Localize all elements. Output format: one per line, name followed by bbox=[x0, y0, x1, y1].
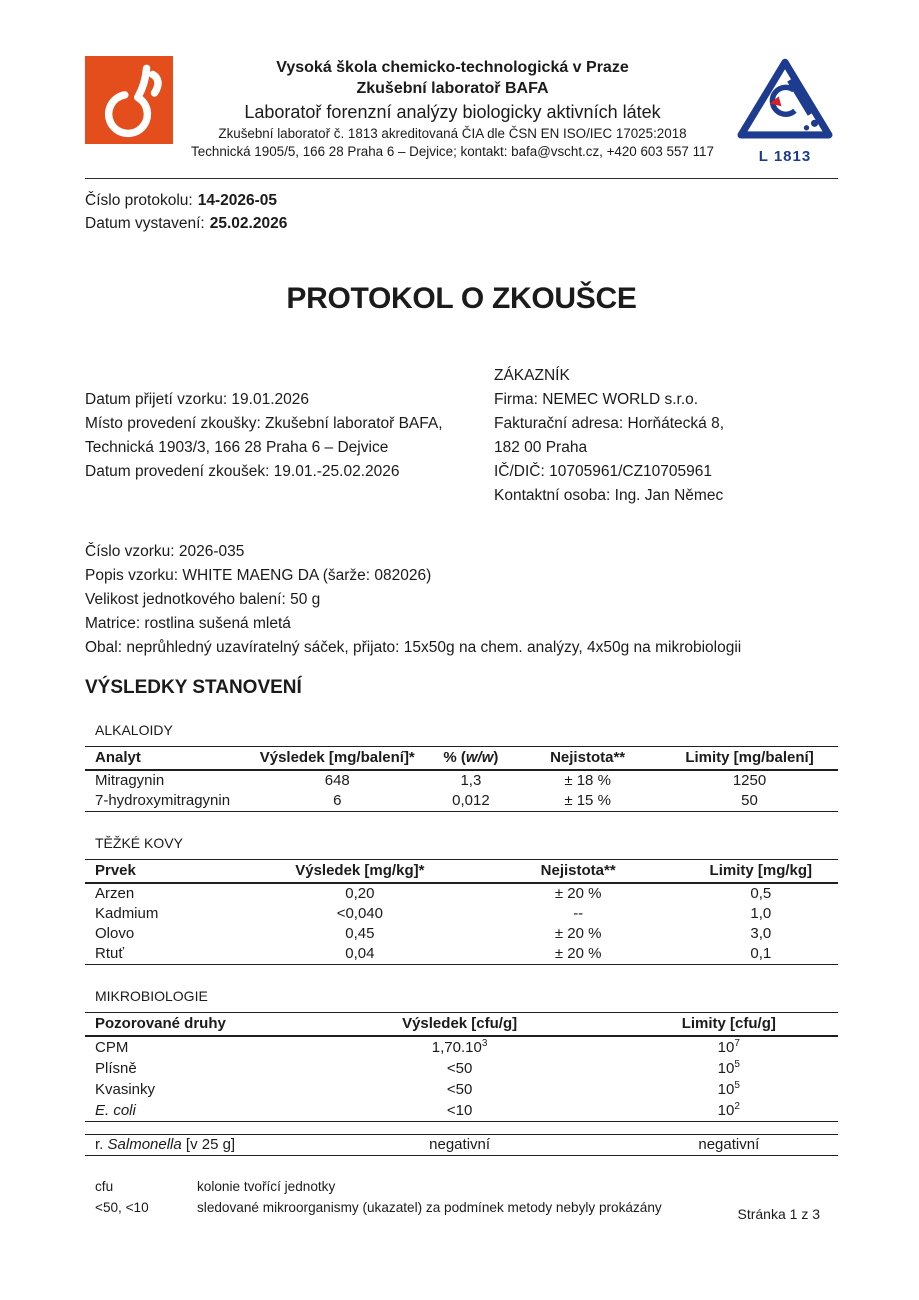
page-number: Stránka 1 z 3 bbox=[737, 1206, 820, 1222]
column-header: % (w/w) bbox=[428, 746, 515, 770]
table-cell: r. Salmonella [v 25 g] bbox=[95, 1136, 236, 1154]
table-row bbox=[85, 1058, 838, 1079]
table-row bbox=[85, 1134, 838, 1155]
letterhead-text bbox=[173, 55, 732, 160]
table-cell: <10 bbox=[446, 1101, 473, 1119]
column-header: Nejistota** bbox=[473, 859, 684, 883]
customer-block bbox=[494, 364, 838, 508]
column-header: Limity [cfu/g] bbox=[620, 1012, 838, 1036]
table-header-row bbox=[85, 1012, 838, 1036]
table-cell: ± 20 % bbox=[554, 885, 602, 903]
customer-heading: ZÁKAZNÍK bbox=[494, 366, 570, 384]
footnote-definition: kolonie tvořící jednotky bbox=[197, 1178, 336, 1194]
salmonella-table bbox=[85, 1134, 838, 1156]
table-cell: <0,040 bbox=[336, 905, 383, 923]
microbiology-section-label: MIKROBIOLOGIE bbox=[95, 987, 208, 1004]
alkaloids-section-label: ALKALOIDY bbox=[95, 721, 173, 738]
table-cell: 1,0 bbox=[750, 905, 772, 923]
table-cell: 7-hydroxymitragynin bbox=[95, 792, 231, 810]
table-cell: $10^2$ bbox=[717, 1101, 740, 1120]
column-header: Limity [mg/kg] bbox=[684, 859, 838, 883]
table-cell: CPM bbox=[95, 1038, 129, 1056]
cia-logo-icon bbox=[735, 57, 835, 143]
table-cell: negativní bbox=[429, 1136, 491, 1154]
protocol-number-line bbox=[85, 190, 838, 213]
sample-line: Popis vzorku: WHITE MAENG DA (šarže: 082026) bbox=[85, 566, 432, 584]
table-cell: 0,20 bbox=[345, 885, 375, 903]
column-header: Pozorované druhy bbox=[85, 1012, 300, 1036]
customer-line: 182 00 Praha bbox=[494, 438, 588, 456]
microbiology-table-grid bbox=[85, 1012, 838, 1122]
column-header: Nejistota** bbox=[514, 746, 661, 770]
table-cell: 0,1 bbox=[750, 945, 772, 963]
contact-line: Technická 1905/5, 166 28 Praha 6 – Dejvice; kontakt: bafa@vscht.cz, +420 603 557 117 bbox=[191, 143, 714, 159]
accreditation-line: Zkušební laboratoř č. 1813 akreditovaná ČIA dle ČSN EN ISO/IEC 17025:2018 bbox=[218, 126, 687, 142]
alkaloids-table bbox=[85, 746, 838, 812]
customer-line: Fakturační adresa: Horňátecká 8, bbox=[494, 414, 725, 432]
info-section bbox=[85, 364, 838, 508]
column-header: Analyt bbox=[85, 746, 247, 770]
issue-date-line bbox=[85, 213, 838, 236]
heavy-metals-section-label: TĚŽKÉ KOVY bbox=[95, 834, 183, 851]
table-row bbox=[85, 1036, 838, 1058]
table-cell: $10^5$ bbox=[717, 1059, 740, 1078]
table-cell: Rtuť bbox=[95, 945, 124, 963]
info-line: Místo provedení zkoušky: Zkušební laboratoř BAFA, bbox=[85, 414, 443, 432]
info-line: Datum provedení zkoušek: 19.01.-25.02.2026 bbox=[85, 462, 400, 480]
table-row bbox=[85, 904, 838, 924]
table-cell: 1,70.10$^3$ bbox=[431, 1038, 488, 1057]
heavy-metals-table-grid bbox=[85, 859, 838, 965]
footnote-term: cfu bbox=[95, 1178, 114, 1194]
table-cell: 3,0 bbox=[750, 925, 772, 943]
column-header: Výsledek [cfu/g] bbox=[300, 1012, 620, 1036]
table-cell: $10^7$ bbox=[717, 1038, 740, 1057]
table-cell: Plísně bbox=[95, 1059, 137, 1077]
table-row bbox=[85, 791, 838, 812]
table-cell: ± 20 % bbox=[554, 945, 602, 963]
table-cell: ± 18 % bbox=[564, 772, 611, 790]
protocol-meta bbox=[85, 190, 838, 236]
info-line: Technická 1903/3, 166 28 Praha 6 – Dejvice bbox=[85, 438, 389, 456]
table-cell: 6 bbox=[333, 792, 342, 810]
table-cell: Kadmium bbox=[95, 905, 159, 923]
sample-line: Velikost jednotkového balení: 50 g bbox=[85, 590, 321, 608]
page-title: PROTOKOL O ZKOUŠCE bbox=[286, 281, 637, 315]
table-cell: 50 bbox=[741, 792, 758, 810]
table-cell: 0,012 bbox=[452, 792, 490, 810]
table-cell: 648 bbox=[324, 772, 350, 790]
protocol-number-value: 14-2026-05 bbox=[197, 192, 277, 209]
lab-full-name: Laboratoř forenzní analýzy biologicky aktivních látek bbox=[244, 102, 661, 123]
table-row bbox=[85, 770, 838, 791]
column-header: Výsledek [mg/kg]* bbox=[247, 859, 473, 883]
customer-line: Firma: NEMEC WORLD s.r.o. bbox=[494, 390, 699, 408]
table-header-row bbox=[85, 746, 838, 770]
microbiology-table bbox=[85, 1012, 838, 1122]
table-row bbox=[85, 883, 838, 904]
lab-name: Zkušební laboratoř BAFA bbox=[356, 80, 549, 98]
footnote-definition: sledované mikroorganismy (ukazatel) za podmínek metody nebyly prokázány bbox=[197, 1199, 662, 1215]
table-cell: 1,3 bbox=[460, 772, 482, 790]
table-cell: E. coli bbox=[95, 1101, 136, 1119]
table-cell: 1250 bbox=[732, 772, 767, 790]
sample-info-block bbox=[85, 540, 838, 660]
table-cell: 0,5 bbox=[750, 885, 772, 903]
sample-line: Matrice: rostlina sušená mletá bbox=[85, 614, 291, 632]
table-cell: ± 20 % bbox=[554, 925, 602, 943]
table-cell: -- bbox=[573, 905, 584, 923]
table-cell: Mitragynin bbox=[95, 772, 165, 790]
issue-date-value: 25.02.2026 bbox=[209, 214, 288, 232]
table-cell: Kvasinky bbox=[95, 1080, 156, 1098]
table-row bbox=[85, 1100, 838, 1122]
protocol-number-label: Číslo protokolu: bbox=[85, 192, 193, 209]
letterhead bbox=[85, 55, 838, 165]
info-line: Datum přijetí vzorku: 19.01.2026 bbox=[85, 390, 310, 408]
salmonella-table-grid bbox=[85, 1134, 838, 1156]
customer-line: Kontaktní osoba: Ing. Jan Němec bbox=[494, 486, 724, 504]
table-cell: 0,45 bbox=[345, 925, 375, 943]
heavy-metals-table bbox=[85, 859, 838, 965]
sample-line: Číslo vzorku: 2026-035 bbox=[85, 542, 245, 560]
results-heading: VÝSLEDKY STANOVENÍ bbox=[85, 676, 302, 698]
sample-line: Obal: neprůhledný uzavíratelný sáček, přijato: 15x50g na chem. analýzy, 4x50g na mikrobiologii bbox=[85, 638, 742, 656]
table-cell: <50 bbox=[446, 1080, 473, 1098]
table-cell: <50 bbox=[446, 1059, 473, 1077]
column-header: Prvek bbox=[85, 859, 247, 883]
header-divider bbox=[85, 178, 838, 179]
university-name: Vysoká škola chemicko-technologická v Praze bbox=[276, 59, 629, 76]
table-cell: ± 15 % bbox=[564, 792, 611, 810]
table-cell: $10^5$ bbox=[717, 1080, 740, 1099]
column-header: Limity [mg/balení] bbox=[661, 746, 838, 770]
table-row bbox=[85, 924, 838, 944]
footnote-term: <50, <10 bbox=[95, 1199, 149, 1215]
table-cell: Arzen bbox=[95, 885, 135, 903]
footnote-row bbox=[95, 1176, 838, 1197]
customer-line: IČ/DIČ: 10705961/CZ10705961 bbox=[494, 462, 713, 480]
vscht-logo-icon bbox=[85, 55, 173, 145]
test-info-block bbox=[85, 364, 494, 508]
table-cell: negativní bbox=[698, 1136, 760, 1154]
footnote-row bbox=[95, 1197, 838, 1218]
issue-date-label: Datum vystavení: bbox=[85, 214, 205, 232]
table-cell: Olovo bbox=[95, 925, 135, 943]
table-cell: 0,04 bbox=[345, 945, 375, 963]
table-row bbox=[85, 944, 838, 965]
footnotes-block bbox=[85, 1176, 838, 1218]
cia-accreditation-number: L 1813 bbox=[758, 148, 812, 165]
table-row bbox=[85, 1079, 838, 1100]
cia-accreditation-mark bbox=[732, 55, 838, 165]
column-header: Výsledek [mg/balení]* bbox=[247, 746, 428, 770]
vscht-logo bbox=[85, 55, 173, 150]
alkaloids-table-grid bbox=[85, 746, 838, 812]
table-header-row bbox=[85, 859, 838, 883]
